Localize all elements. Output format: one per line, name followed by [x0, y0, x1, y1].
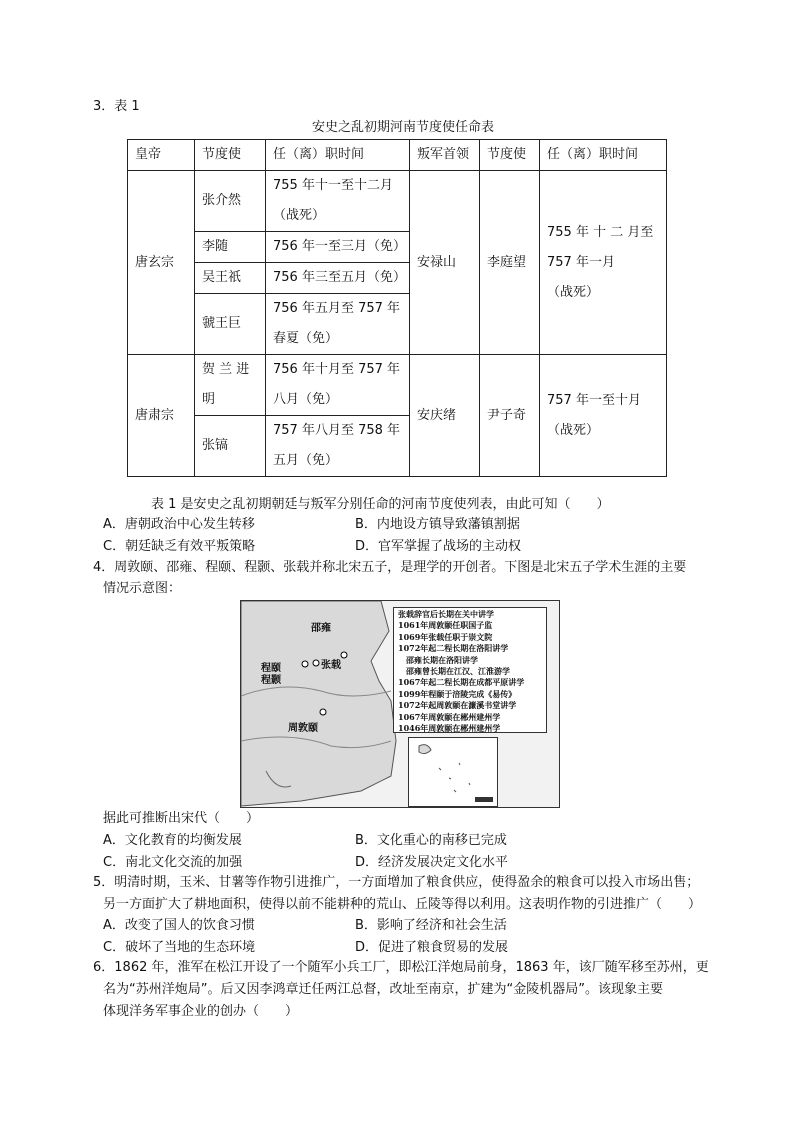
legend-item: 1067年起二程长期在成都平原讲学	[398, 677, 525, 688]
time-cell: 756 年三至五月（免）	[266, 263, 410, 294]
time-line: 756 年五月至 757 年	[273, 301, 401, 316]
q3-option-d[interactable]: D．官军掌握了战场的主动权	[355, 539, 522, 554]
map-label-shaoyong: 邵雍	[311, 623, 331, 634]
legend-item: 1069年张载任职于崇文院	[398, 631, 493, 642]
q6-text-line: 体现洋务军事企业的创办（ ）	[103, 1004, 299, 1019]
q3-option-c[interactable]: C．朝廷缺乏有效平叛策略	[103, 539, 256, 554]
map-label-zhangzai: 张载	[321, 660, 341, 671]
header-cell: 任（离）职时间	[266, 140, 410, 171]
q3-option-a[interactable]: A．唐朝政治中心发生转移	[103, 517, 255, 532]
table-row	[128, 355, 667, 416]
q4-option-c[interactable]: C．南北文化交流的加强	[103, 855, 243, 870]
q5-option-b[interactable]: B．影响了经济和社会生活	[355, 918, 507, 933]
song-map	[240, 600, 560, 808]
time-line: 756 年十月至 757 年	[273, 362, 401, 377]
q6-text-line: 6．1862 年，淮军在松江开设了一个随军小兵工厂，即松江洋炮局前身，1863 年，该厂随军移至苏州，更	[93, 960, 709, 975]
time-cell	[266, 355, 410, 416]
legend-item: 1061年周敦颐任职国子监	[398, 620, 493, 631]
q3-option-b[interactable]: B．内地设方镇导致藩镇割据	[355, 517, 520, 532]
header-cell: 叛军首领	[410, 140, 480, 171]
header-cell: 节度使	[195, 140, 266, 171]
rebel-time-cell	[540, 355, 667, 477]
q5-option-d[interactable]: D．促进了粮食贸易的发展	[355, 940, 509, 955]
rebel-jds-cell: 尹子奇	[480, 355, 540, 477]
header-cell: 皇帝	[128, 140, 195, 171]
legend-item: 张载辞官后长期在关中讲学	[398, 609, 494, 619]
rebel-time-cell	[540, 171, 667, 355]
rebel-jds-cell: 李庭望	[480, 171, 540, 355]
time-cell: 756 年一至三月（免）	[266, 232, 410, 263]
time-cell	[266, 294, 410, 355]
q4-option-a[interactable]: A．文化教育的均衡发展	[103, 833, 242, 848]
legend-item: 1067年周敦颐在郴州建州学	[398, 711, 501, 722]
jds-line: 明	[202, 392, 216, 407]
q4-text-line: 情况示意图：	[103, 581, 182, 596]
legend-item: 1072年起周敦颐在濂溪书堂讲学	[398, 700, 517, 711]
jds-line: 贺 兰 进	[202, 362, 250, 377]
q5-option-c[interactable]: C．破坏了当地的生态环境	[103, 940, 256, 955]
time-cell	[266, 171, 410, 232]
q4-text-line: 4．周敦颐、邵雍、程颐、程颢、张载并称北宋五子，是理学的开创者。下图是北宋五子学术生涯的主要	[93, 560, 687, 575]
time-line: （战死）	[547, 284, 600, 300]
time-line: 757 年八月至 758 年	[273, 423, 401, 438]
time-line: 春夏（免）	[273, 331, 339, 346]
map-label-zhoudunyi: 周敦颐	[288, 723, 318, 734]
q3-number: 3．表 1	[93, 99, 140, 114]
table-row	[128, 171, 667, 232]
time-cell	[266, 416, 410, 477]
map-label-chenghao: 程颢	[261, 675, 281, 686]
legend-item: 1099年程颐于涪陵完成《易传》	[398, 688, 517, 699]
time-line: 757 年一至十月	[547, 392, 641, 408]
rebel-leader-cell: 安庆绪	[410, 355, 480, 477]
header-cell: 任（离）职时间	[540, 140, 667, 171]
appointment-table	[127, 139, 667, 477]
emperor-cell: 唐玄宗	[128, 171, 195, 355]
jds-cell	[195, 355, 266, 416]
jds-cell: 吴王祇	[195, 263, 266, 294]
time-line: （战死）	[273, 208, 326, 223]
q4-option-d[interactable]: D．经济发展决定文化水平	[355, 855, 509, 870]
legend-item: 邵雍曾长期在江汉、江淮游学	[398, 666, 510, 677]
legend-item: 1046年周敦颐在郴州建州学	[398, 723, 501, 734]
emperor-cell: 唐肃宗	[128, 355, 195, 477]
q5-text-line: 另一方面扩大了耕地面积，使得以前不能耕种的荒山、丘陵等得以利用。这表明作物的引进推广（ ）	[103, 897, 702, 912]
q5-option-a[interactable]: A．改变了国人的饮食习惯	[103, 918, 255, 933]
q6-text-line: 名为“苏州洋炮局”。后又因李鸿章迁任两江总督，改址至南京，扩建为“金陵机器局”。该现象主要	[103, 982, 663, 997]
q3-stem: 表 1 是安史之乱初期朝廷与叛军分别任命的河南节度使列表，由此可知（ ）	[151, 497, 610, 512]
map-legend	[393, 607, 547, 733]
jds-cell: 虢王巨	[195, 294, 266, 355]
time-line: （战死）	[547, 422, 600, 438]
table-title: 安史之乱初期河南节度使任命表	[312, 120, 495, 135]
q5-text-line: 5．明清时期，玉米、甘薯等作物引进推广，一方面增加了粮食供应，使得盈余的粮食可以投入市场出售；	[93, 875, 700, 890]
table-header-row	[128, 140, 667, 171]
q4-stem: 据此可推断出宋代（ ）	[103, 811, 260, 826]
south-sea-inset	[408, 737, 498, 807]
time-line: 五月（免）	[273, 453, 339, 468]
time-line: 755 年十一至十二月	[273, 178, 393, 193]
jds-cell: 张介然	[195, 171, 266, 232]
header-cell: 节度使	[480, 140, 540, 171]
time-line: 755 年 十 二 月至	[547, 224, 654, 240]
q4-option-b[interactable]: B．文化重心的南移已完成	[355, 833, 507, 848]
time-line: 八月（免）	[273, 392, 339, 407]
map-label-chengyi: 程颐	[261, 663, 281, 674]
legend-item: 1072年起二程长期在洛阳讲学	[398, 643, 509, 654]
rebel-leader-cell: 安禄山	[410, 171, 480, 355]
jds-cell: 李随	[195, 232, 266, 263]
jds-cell: 张镐	[195, 416, 266, 477]
time-line: 757 年一月	[547, 254, 615, 270]
legend-item: 邵雍长期在洛阳讲学	[398, 654, 478, 665]
